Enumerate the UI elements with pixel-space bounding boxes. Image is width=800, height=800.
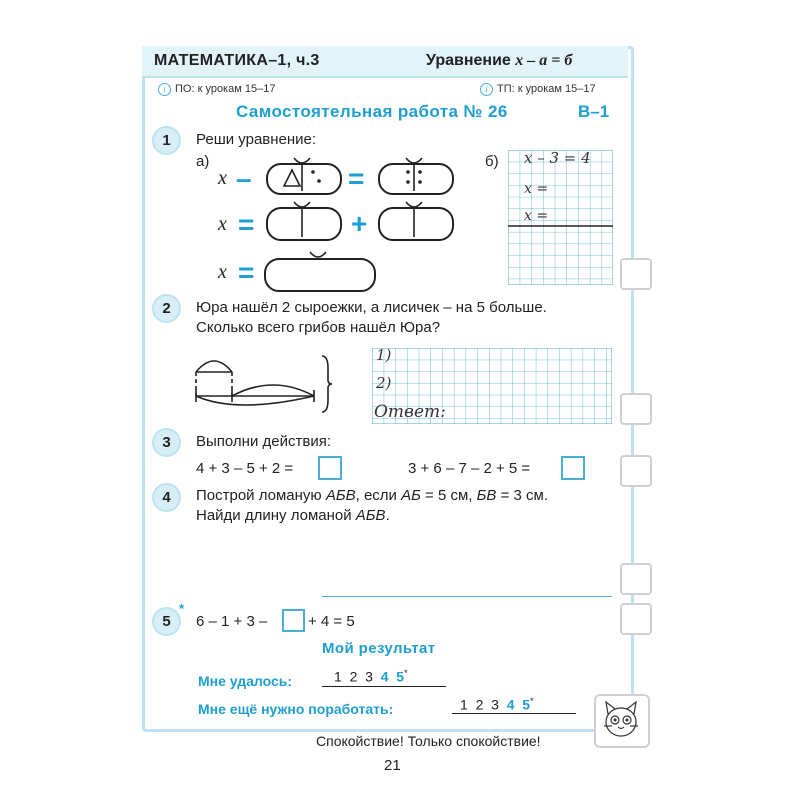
info-icon: i: [158, 83, 171, 96]
task2-text-line2: Сколько всего грибов нашёл Юра?: [196, 319, 441, 336]
x-variable: x: [218, 261, 227, 283]
part-a-label: а): [196, 153, 210, 170]
expression-1: 4 + 3 – 5 + 2 =: [196, 460, 294, 477]
task1-text: Реши уравнение:: [196, 131, 317, 148]
score-line: [452, 713, 576, 714]
x-variable: x: [218, 167, 227, 189]
star-mark: *: [179, 601, 185, 616]
equals-sign: =: [348, 163, 365, 194]
variant-label: В–1: [578, 102, 610, 121]
answer-box[interactable]: [561, 456, 585, 480]
handwritten-x: x =: [524, 208, 549, 224]
motto: Спокойствие! Только спокойствие!: [316, 733, 541, 749]
page-number: 21: [384, 757, 401, 774]
handwritten-equation: x – 3 = 4: [524, 149, 591, 167]
answer-line[interactable]: [322, 596, 612, 597]
handwritten-answer: Ответ:: [374, 402, 446, 422]
task4-text-line1: Построй ломаную АБВ, если АБ = 5 см, БВ = 3 см.: [196, 487, 549, 504]
work-title: Самостоятельная работа № 26: [236, 102, 508, 121]
result-label-1: Мне удалось:: [198, 673, 293, 689]
topic-title: Уравнение x – a = б: [426, 52, 573, 69]
task-number: 3: [152, 428, 181, 457]
task4-text-line2: Найди длину ломаной АБВ.: [196, 507, 390, 524]
score-line: [322, 686, 446, 687]
minus-sign: –: [236, 163, 252, 194]
segment-diagram: [186, 350, 336, 420]
answer-box[interactable]: [318, 456, 342, 480]
equals-sign: =: [238, 209, 255, 240]
score-scale[interactable]: 1 2 3 4 5*: [460, 696, 534, 713]
task2-text-line1: Юра нашёл 2 сыроежки, а лисичек – на 5 больше.: [196, 299, 547, 316]
handwritten-step: 1): [376, 346, 392, 364]
handwritten-step: 2): [376, 374, 392, 392]
x-variable: x: [218, 213, 227, 235]
task5-expression-left: 6 – 1 + 3 –: [196, 613, 268, 630]
equals-sign: =: [238, 257, 255, 288]
handwritten-x: x =: [524, 181, 549, 197]
task-number: 4: [152, 483, 181, 512]
cat-icon: [596, 696, 646, 744]
plus-sign: +: [351, 208, 368, 239]
info-right: i ТП: к урокам 15–17: [480, 83, 596, 96]
task-number: 1: [152, 126, 181, 155]
score-scale[interactable]: 1 2 3 4 5*: [334, 668, 408, 685]
task5-expression-right: + 4 = 5: [308, 613, 355, 630]
part-b-label: б): [485, 153, 499, 170]
task-number: 2: [152, 294, 181, 323]
answer-box[interactable]: [282, 609, 305, 632]
result-title: Мой результат: [322, 640, 436, 657]
info-left: i ПО: к урокам 15–17: [158, 83, 275, 96]
task3-text: Выполни действия:: [196, 433, 331, 450]
info-icon: i: [480, 83, 493, 96]
expression-2: 3 + 6 – 7 – 2 + 5 =: [408, 460, 531, 477]
result-label-2: Мне ещё нужно поработать:: [198, 701, 394, 717]
subject-title: МАТЕМАТИКА–1, ч.3: [154, 52, 320, 69]
task-number: 5: [152, 607, 181, 636]
